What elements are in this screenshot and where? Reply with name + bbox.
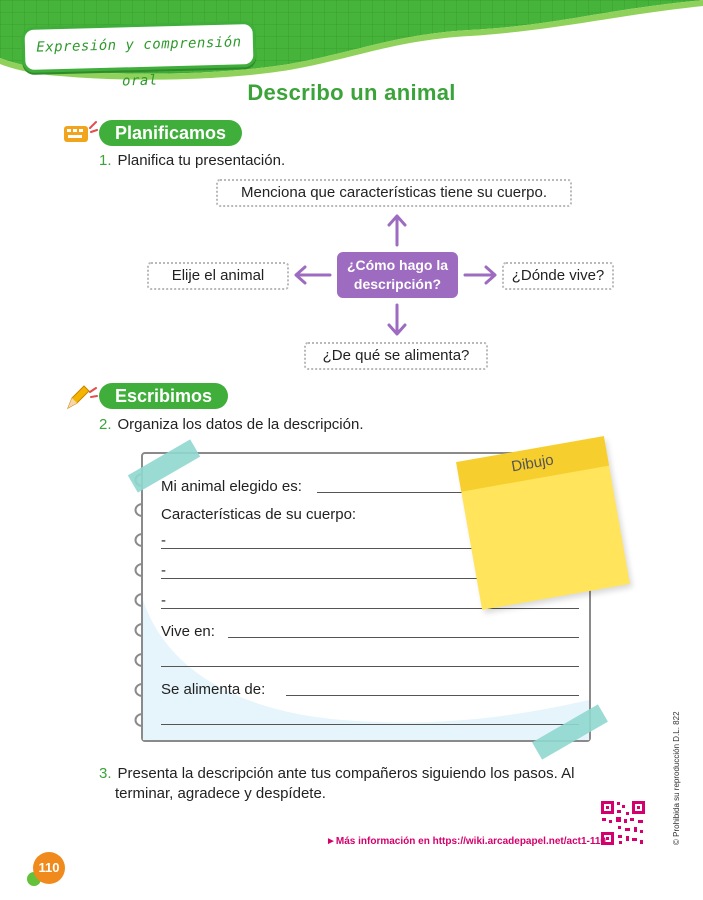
step-3-line2: terminar, agradece y despídete. [115, 785, 326, 802]
sticky-note-label: Dibujo [510, 451, 555, 476]
planificamos-heading: Planificamos [99, 120, 242, 146]
step-1-instruction: Planifica tu presentación. [117, 152, 286, 169]
animal-label: Mi animal elegido es: [161, 478, 302, 495]
feature-dash-2: - [161, 562, 166, 579]
lives-input-2[interactable] [161, 666, 579, 667]
arrow-right [465, 267, 495, 283]
eats-input-2[interactable] [161, 724, 579, 725]
arrow-up [389, 216, 405, 245]
lives-input[interactable] [228, 637, 579, 638]
feature-input-3[interactable] [161, 608, 579, 609]
step-2 [99, 416, 364, 434]
step-3-line1: Presenta la descripción ante tus compañeros siguiendo los pasos. Al [117, 765, 575, 782]
drawing-sticky-note[interactable] [456, 436, 630, 610]
center-node-line2: descripción? [353, 276, 442, 292]
diagram-left-box: Elije el animal [147, 262, 289, 290]
diagram-arrows [0, 0, 703, 400]
diagram-top-box: Menciona que características tiene su cuerpo. [216, 179, 572, 207]
page-number: 110 [33, 852, 65, 884]
center-node-line1: ¿Cómo hago la [346, 257, 449, 273]
eats-label: Se alimenta de: [161, 681, 266, 698]
more-info-link[interactable]: ►Más información en https://wiki.arcadepapel.net/act1-110 [326, 836, 606, 847]
feature-dash-3: - [161, 592, 166, 609]
feature-input-2[interactable] [161, 578, 491, 579]
arrow-down [389, 305, 405, 334]
page-title: Describo un animal [247, 80, 456, 105]
step-2-instruction: Organiza los datos de la descripción. [117, 416, 364, 433]
escribimos-heading: Escribimos [99, 383, 228, 409]
animal-input[interactable] [317, 492, 473, 493]
eats-input[interactable] [286, 695, 579, 696]
copyright-notice: © Prohibida su reproducción D.L. 822 [672, 711, 681, 845]
section-tag-label: Expresión y comprensión oral [36, 34, 242, 90]
step-2-number: 2. [99, 416, 112, 433]
step-3-number: 3. [99, 765, 112, 782]
lives-label: Vive en: [161, 623, 215, 640]
notebook-rings [131, 470, 151, 740]
pencil-icon [64, 382, 98, 412]
arrow-left [296, 267, 330, 283]
diagram-right-box: ¿Dónde vive? [502, 262, 614, 290]
feature-input-1[interactable] [161, 548, 491, 549]
features-label: Características de su cuerpo: [161, 506, 357, 523]
step-3 [99, 764, 639, 784]
step-1-number: 1. [99, 152, 112, 169]
feature-dash-1: - [161, 532, 166, 549]
notebook-wave [143, 600, 589, 740]
qr-code-icon[interactable] [600, 800, 646, 846]
diagram-bottom-box: ¿De qué se alimenta? [304, 342, 488, 370]
